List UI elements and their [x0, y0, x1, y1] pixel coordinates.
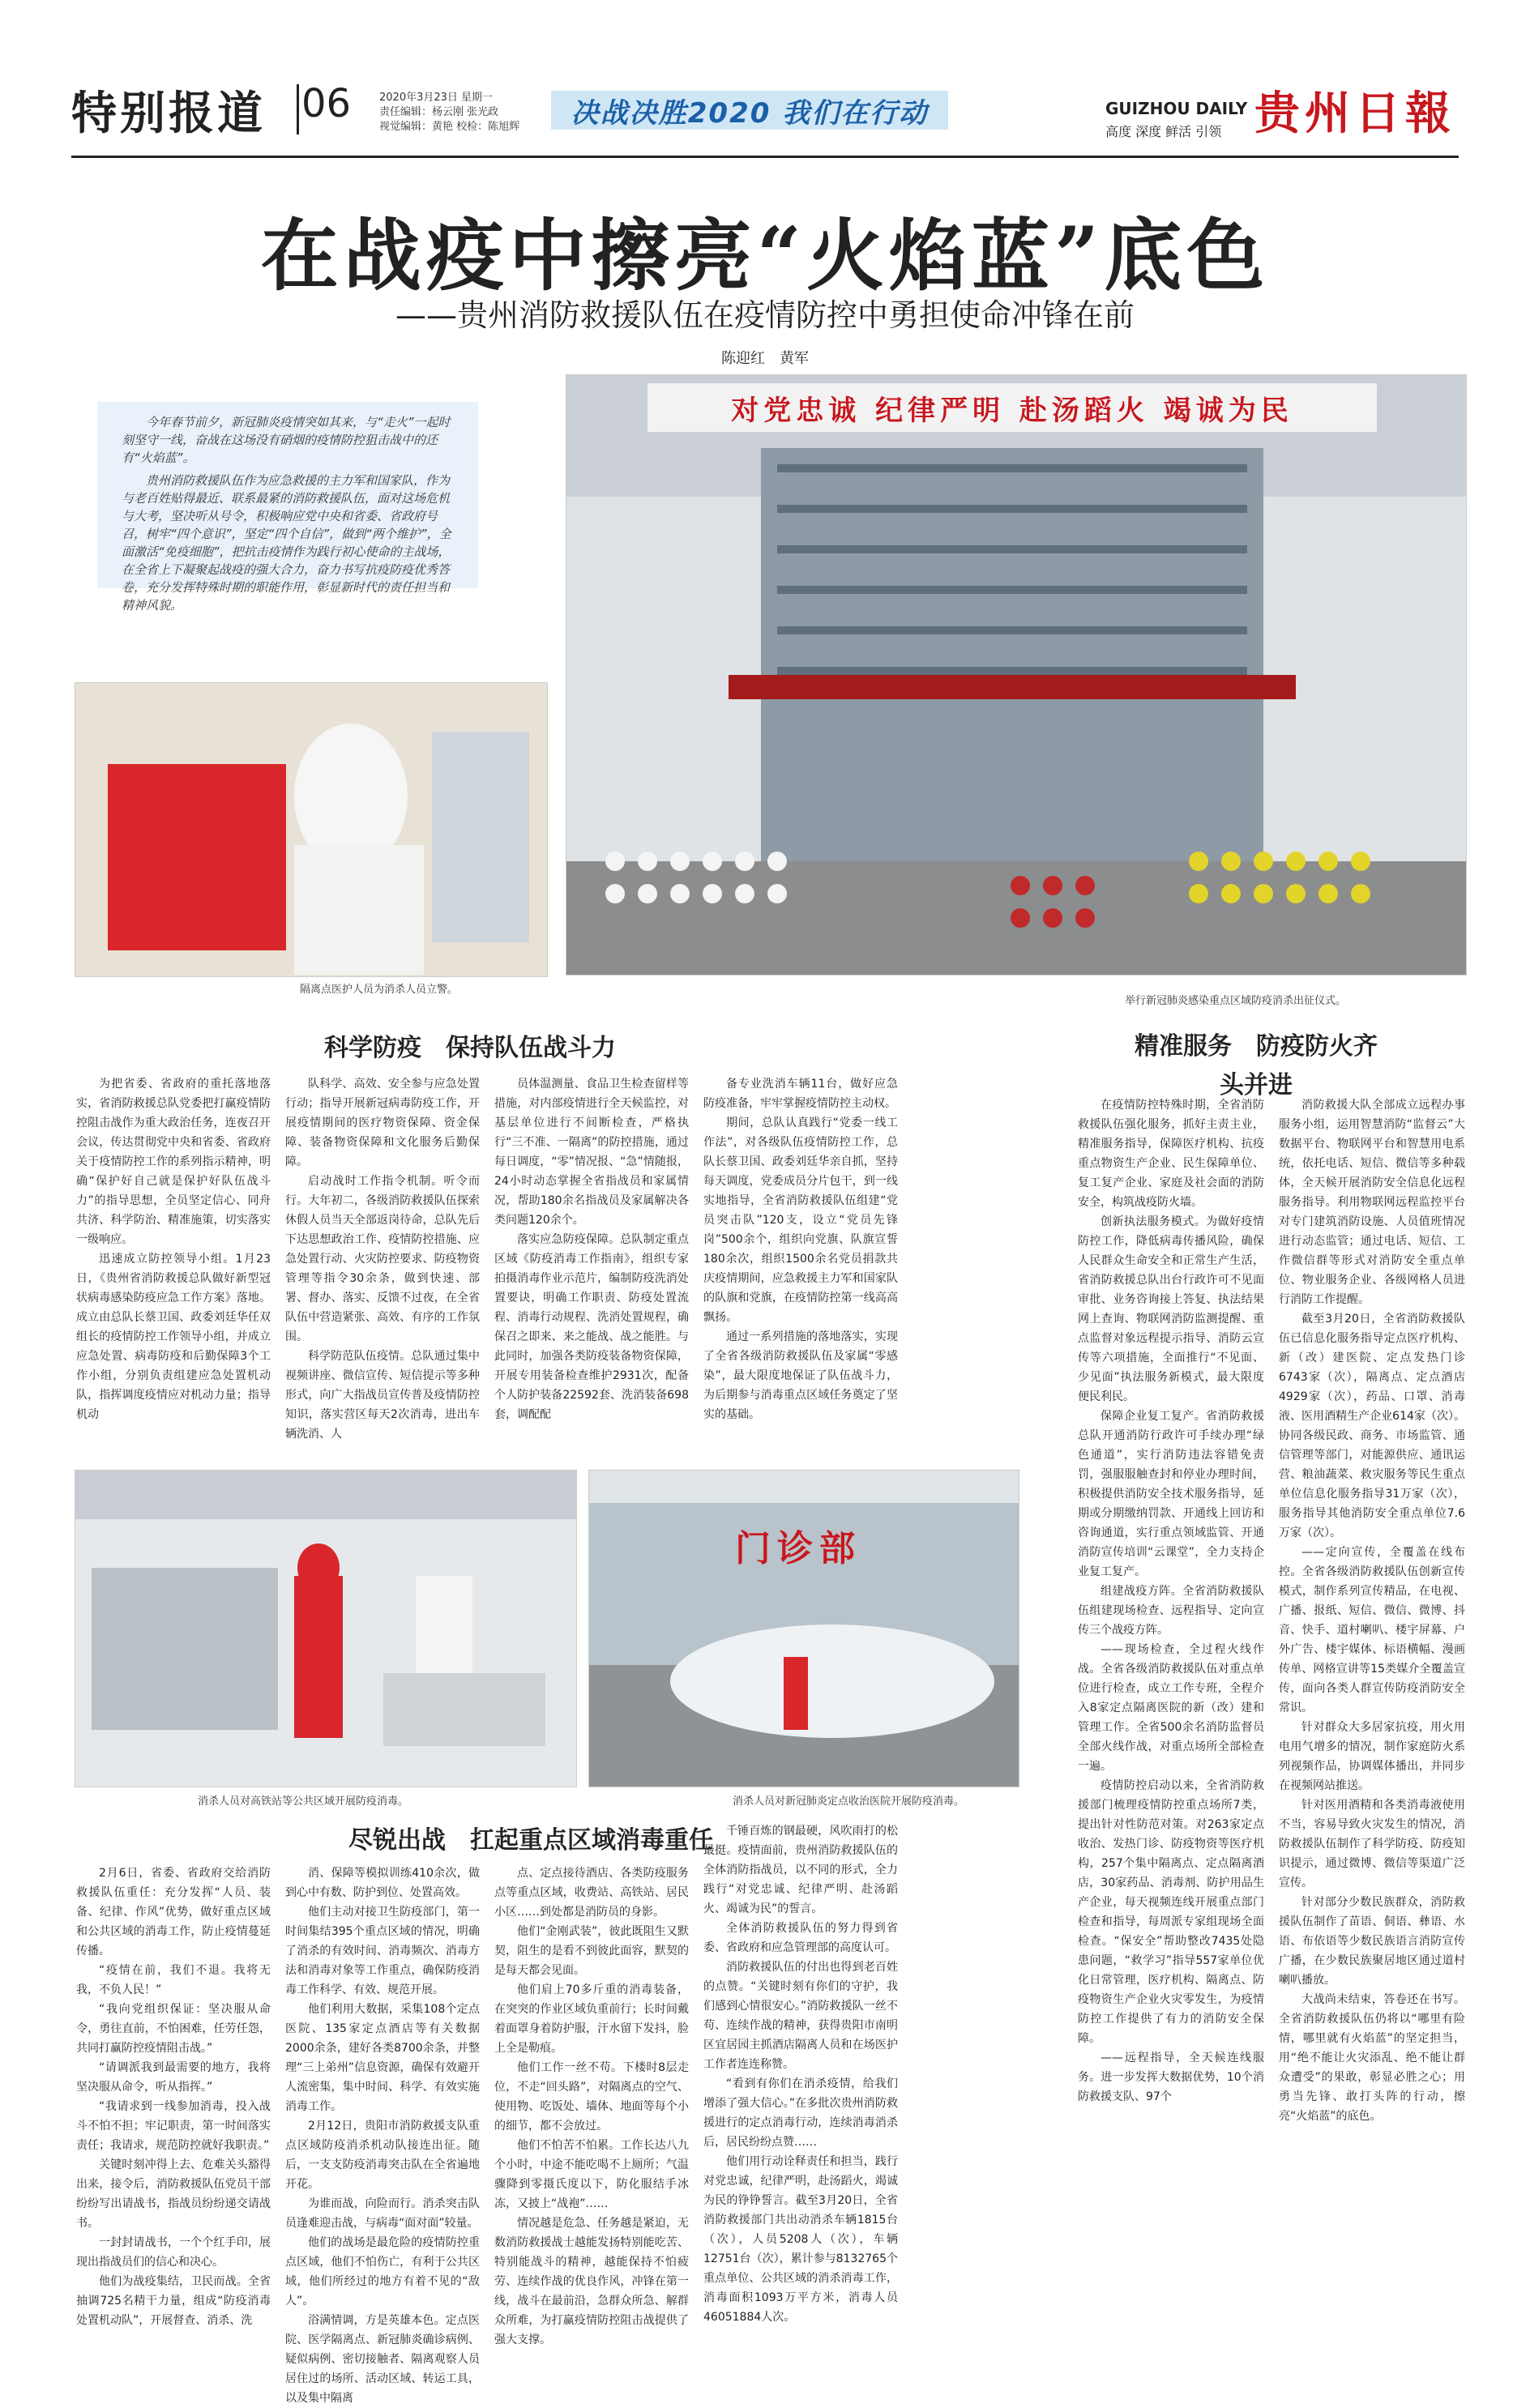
lead-box	[97, 402, 478, 613]
heading-science: 科学防疫 保持队伍战斗力	[324, 1034, 616, 1062]
caption-medic: 隔离点医护人员为消杀人员立警。	[300, 984, 459, 996]
campaign-banner: 决战决胜2020 我们在行动	[551, 91, 948, 130]
paragraph: 大战尚未结束，答卷还在书写。全省消防救援队伍仍将以“哪里有险情，哪里就有火焰蓝”的坚定担当，用“绝不能让火灾添乱、绝不能让群众遭受”的果敢，彰显必胜之心；用勇当先锋、敢打头阵的行动，擦亮“火焰蓝”的底色。	[1279, 1993, 1465, 2123]
paper-english-name: GUIZHOU DAILY	[1105, 99, 1248, 118]
paragraph: 消、保障等模拟训练410余次，做到心中有数、防护到位、处置高效。	[285, 1867, 480, 1899]
paragraph: 情况越是危急、任务越是紧迫，无数消防救援战士越能发扬特别能吃苦、特别能战斗的精神，越能保持不怕疲劳、连续作战的优良作风，冲锋在第一线，战斗在最前沿，急群众所急、解群众所难，为打赢疫情防控阻击战提供了强大支撑。	[494, 2217, 689, 2346]
paragraph: 他们主动对接卫生防疫部门，第一时间集结395个重点区域的情况，明确了消杀的有效时间、消毒频次、消毒方法和消毒对象等工作重点，确保防疫消毒工作科学、有效、规范开展。	[285, 1906, 480, 1996]
paragraph: 他们的战场是最危险的疫情防控重点区域，他们不怕伤亡，有利于公共区域，他们所经过的地方有着不见的“敌人”。	[285, 2236, 480, 2308]
body-column	[494, 1864, 689, 2346]
body-column	[76, 1074, 271, 1449]
paragraph: 全体消防救援队伍的努力得到省委、省政府和应急管理部的高度认可。	[703, 1922, 898, 1954]
editor-credit: 责任编辑：杨云刚 张光政	[379, 106, 499, 118]
paragraph: 期间，总队认真践行“党委一线工作法”，对各级队伍疫情防控工作，总队长蔡卫国、政委刘廷华亲自抓，坚持每天调度，党委成员分片包干，到一线实地指导，全省消防救援队伍组建“党员突击队”120支，设立“党员先锋岗”500余个，组织向党旗、队旗宣誓180余次，组织1500余名党员捐款共庆疫情期间，应急救援主力军和国家队的队旗和党旗，在疫情防控第一线高高飘扬。	[703, 1116, 898, 1324]
page-number: 06	[301, 81, 352, 126]
paragraph: 他们肩上70多斤重的消毒装备，在突突的作业区域负重前行；长时间戴着面罩身着防护服，汗水留下发抖，脸上全是勒痕。	[494, 1983, 689, 2055]
paragraph: ——定向宣传，全覆盖在线布控。全省各级消防救援队伍创新宣传模式，制作系列宣传精品，在电视、广播、报纸、短信、微信、微博、抖音、快手、道村喇叭、楼宇屏幕、户外广告、楼宇媒体、标语横幅、漫画传单、网格宣讲等15类媒介全覆盖宣传，面向各类人群宣传防疫消防安全常识。	[1279, 1546, 1465, 1714]
paragraph: 为谁而战，向险而行。消杀突击队员逢难迎击战，与病毒“面对面”较量。	[285, 2197, 480, 2230]
paragraph: 他们利用大数据，采集108个定点医院、135家定点酒店等有关数据2000余条，建好各类8700余条，并整理“三上弟州”信息资源，确保有效避开人流密集，集中时间、科学、有效实施消毒工作。	[285, 2003, 480, 2113]
paragraph: 针对部分少数民族群众，消防救援队伍制作了苗语、侗语、彝语、水语、布依语等少数民族语言消防宣传广播，在少数民族聚居地区通过道村喇叭播放。	[1279, 1896, 1465, 1987]
paragraph: 截至3月20日，全省消防救援队伍已信息化服务指导定点医疗机构、新（改）建医院、定点发热门诊6743家（次），隔离点、定点酒店4929家（次），药品、口罩、消毒液、医用酒精生产企业614家（次）。协同各级民政、商务、市场监管、通信管理等部门，对能源供应、通讯运营、粮油蔬菜、救灾服务等民生重点单位信息化服务指导31万家（次），服务指导其他消防安全重点单位7.6万家（次）。	[1279, 1313, 1465, 1539]
paragraph: 迅速成立防控领导小组。1月23日，《贵州省消防救援总队做好新型冠状病毒感染防疫应急工作方案》落地。成立由总队长蔡卫国、政委刘廷华任双组长的疫情防控工作领导小组，并成立应急处置、病毒防疫和后勤保障3个工作小组，分别负责组建应急处置机动队，指挥调度疫情应对机动力量；指导机动	[76, 1253, 271, 1421]
article-title: 在战疫中擦亮“火焰蓝”底色	[260, 210, 1270, 301]
paragraph: 他们为战疫集结，卫民而战。全省抽调725名精干力量，组成“防疫消毒处置机动队”，开展督查、消杀、洗	[76, 2275, 271, 2327]
body-column	[285, 1074, 480, 1449]
paragraph: 保障企业复工复产。省消防救援总队开通消防行政许可手续办理“绿色通道”，实行消防违法容错免责罚，强服服触查封和停业办理时间，积极提供消防安全技术服务指导，延期或分期缴纳罚款、开通线上回访和咨询通道，实行重点领域监管、开通消防宣传培训“云课堂”，全力支持企业复工复产。	[1078, 1410, 1264, 1578]
paragraph: 科学防范队伍疫情。总队通过集中视频讲座、微信宣传、短信提示等多种形式，向广大指战员宣传普及疫情防控知识，落实营区每天2次消毒，进出车辆洗消、人	[285, 1350, 480, 1441]
paragraph: 一封封请战书，一个个红手印，展现出指战员们的信心和决心。	[76, 2236, 271, 2269]
issue-date: 2020年3月23日 星期一	[379, 92, 494, 104]
paragraph: 针对群众大多居家抗疫，用火用电用气增多的情况，制作家庭防火系列视频作品，协调媒体播出，并同步在视频网站推送。	[1279, 1721, 1465, 1792]
paragraph: “请调派我到最需要的地方，我将坚决服从命令，听从指挥。”	[76, 2061, 271, 2094]
newspaper-logo: 贵州日報	[1254, 87, 1455, 140]
paragraph: 在疫情防控特殊时期，全省消防救援队伍强化服务，抓好主责主业，精准服务指导，保障医疗机构、抗疫重点物资生产企业、民生保障单位、复工复产企业、家庭及社会面的消防安全，构筑战疫防火墙。	[1078, 1099, 1264, 1209]
station-photo	[75, 1470, 577, 1787]
byline: 陈迎红 黄军	[721, 350, 809, 367]
paragraph: “我请求到一线参加消毒，投入战斗不怕不担；牢记职责，第一时间落实责任；我请求，规范防控就好我职责。”	[76, 2100, 271, 2152]
paragraph: 2月12日，贵阳市消防救援支队重点区域防疫消杀机动队接连出征。随后，一支支防疫消毒突击队在全省遍地开花。	[285, 2120, 480, 2191]
paragraph: 组建战疫方阵。全省消防救援队伍组建现场检查、远程指导、定向宣传三个战疫方阵。	[1078, 1585, 1264, 1637]
clinic-sign: 门诊部	[735, 1528, 861, 1569]
paragraph: 员体温测量、食品卫生检查留样等措施，对内部疫情进行全天候监控，对基层单位进行不间断检查，严格执行“三不准、一隔离”的防控措施，通过每日调度，“零”情况报、“急”情随报，24小时动态掌握全省指战员和家属情况，帮助180余名指战员及家属解决各类问题120余个。	[494, 1078, 689, 1227]
ceremony-banner-text: 对党忠诚 纪律严明 赴汤蹈火 竭诚为民	[731, 394, 1293, 427]
paragraph: 浴满情调，方是英雄本色。定点医院、医学隔离点、新冠肺炎确诊病例、疑似病例、密切接触者、隔离观察人员居住过的场所、活动区域、转运工具，以及集中隔离	[285, 2314, 480, 2405]
paragraph: 他们不怕苦不怕累。工作长达八九个小时，中途不能吃喝不上厕所；气温骤降到零摄氏度以下，防化服结手冰冻，又披上“战袍”……	[494, 2139, 689, 2210]
paragraph: “疫情在前，我们不退。我将无我，不负人民！”	[76, 1964, 271, 1996]
station-photo-graphic	[75, 1471, 576, 1787]
paragraph: 创新执法服务模式。为做好疫情防控工作，降低病毒传播风险，确保人民群众生命安全和正常生产生活，省消防救援总队出台行政许可不见面审批、业务咨询接上答复、执法结果网上查询、物联网消防监测提醒、重点监督对象远程提示指导、消防云宣传等六项措施，全面推行“不见面、少见面”执法服务新模式，最大限度便民利民。	[1078, 1215, 1264, 1403]
paragraph: ——现场检查，全过程火线作战。全省各级消防救援队伍对重点单位进行检查，成立工作专班，全程介入8家定点隔离医院的新（改）建和管理工作。全省500余名消防监督员全部火线作战，对重点场所全部检查一遍。	[1078, 1643, 1264, 1773]
header-rule	[71, 156, 1459, 158]
ceremony-photo	[566, 374, 1467, 976]
paragraph: 备专业洗消车辆11台，做好应急防疫准备，牢牢掌握疫情防控主动权。	[703, 1078, 898, 1110]
paragraph: 千锤百炼的钢最硬，风吹雨打的松最挺。疫情面前，贵州消防救援队伍的全体消防指战员，以不同的形式，全力践行“对党忠诚、纪律严明、赴汤蹈火、竭诚为民”的誓言。	[703, 1825, 898, 1915]
heading-service-text: 精准服务 防疫防火齐头并进	[1135, 1032, 1378, 1099]
caption-hospital: 消杀人员对新冠肺炎定点收治医院开展防疫消毒。	[733, 1795, 965, 1808]
medic-photo	[75, 682, 548, 977]
section-title: 特别报道	[71, 88, 266, 140]
paragraph: “我向党组织保证：坚决服从命令，勇往直前，不怕困难，任劳任怨，共同打赢防控疫情阻击战。”	[76, 2003, 271, 2055]
hospital-photo-graphic	[589, 1471, 1019, 1787]
body-column	[1279, 1095, 1465, 2129]
body-column	[494, 1074, 689, 1449]
paragraph: 2月6日，省委、省政府交给消防救援队伍重任：充分发挥“人员、装备、纪律、作风”优势，做好重点区域和公共区域的消毒工作，防止疫情蔓延传播。	[76, 1867, 271, 1958]
designer-credit: 视觉编辑：黄艳 校检：陈旭辉	[379, 121, 520, 133]
paragraph: 落实应急防疫保障。总队制定重点区域《防疫消毒工作指南》，组织专家拍摄消毒作业示范片，编制防疫洗消处置要诀，明确工作职责、防疫处置流程、消毒行动规程、洗消处置规程，确保召之即来、来之能战、战之能胜。与此同时，加强各类防疫装备物资保障，开展专用装备检查维护2931次，配备个人防护装备22592套、洗消装备698套，调配配	[494, 1233, 689, 1421]
caption-station: 消杀人员对高铁站等公共区域开展防疫消毒。	[198, 1795, 409, 1808]
body-column	[76, 1864, 271, 2327]
body-column	[1078, 1095, 1264, 2129]
paragraph: 队科学、高效、安全参与应急处置行动；指导开展新冠病毒防疫工作，开展疫情期间的医疗物资保障、资金保障、装备物资保障和文化服务后勤保障。	[285, 1078, 480, 1168]
paragraph: “看到有你们在消杀疫情，给我们增添了强大信心。”在多批次贵州消防救援进行的定点消毒行动，连续消毒消杀后，居民纷纷点赞……	[703, 2077, 898, 2149]
medic-photo-graphic	[75, 683, 547, 976]
ceremony-photo-graphic	[566, 375, 1466, 975]
body-column	[703, 1074, 898, 1449]
paragraph: 他们用行动诠释责任和担当，践行对党忠诚，纪律严明，赴汤蹈火，竭诚为民的铮铮誓言。截至3月20日，全省消防救援部门共出动消杀车辆1815台（次），人员5208人（次），车辆12751台（次），累计参与8132765个重点单位、公共区域的消杀消毒工作，消毒面积1093万平方米，消毒人员46051884人次。	[703, 2155, 898, 2324]
article-subtitle: ——贵州消防救援队伍在疫情防控中勇担使命冲锋在前	[395, 297, 1135, 333]
paragraph: 通过一系列措施的落地落实，实现了全省各级消防救援队伍及家属“零感染”，最大限度地保证了队伍战斗力，为后期参与消毒重点区域任务奠定了坚实的基础。	[703, 1330, 898, 1421]
heading-disinfection: 尽锐出战 扛起重点区域消毒重任	[348, 1826, 713, 1855]
paragraph: 启动战时工作指令机制。听令而行。大年初二，各级消防救援队伍探索休假人员当天全部返岗待命，总队先后下达思想政治工作、疫情防控措施、应急处置行动、火灾防控要求、防疫物资管理等指令30余条，做到快速、部署、督办、落实、反馈不过夜，在全省队伍中营造紧张、高效、有序的工作氛围。	[285, 1175, 480, 1343]
lead-paragraph: 今年春节前夕，新冠肺炎疫情突如其来，与“走火”一起时刻坚守一线，奋战在这场没有硝烟的疫情防控狙击战中的还有“火焰蓝”。	[122, 415, 451, 465]
caption-ceremony: 举行新冠肺炎感染重点区域防疫消杀出征仪式。	[1125, 995, 1347, 1007]
hospital-photo	[588, 1470, 1019, 1787]
paragraph: 他们“金刚武装”，彼此既阻生又默契，阻生的是看不到彼此面容，默契的是每天都会见面。	[494, 1925, 689, 1977]
paragraph: 消防救援队伍的付出也得到老百姓的点赞。“关键时刻有你们的守护，我们感到心情很安心。”消防救援队一丝不苟、连续作战的精神，获得贵阳市南明区宜居园主抓酒店隔离人员和在场医护工作者连连称赞。	[703, 1961, 898, 2071]
paragraph: 点、定点接待酒店、各类防疫服务点等重点区域，收费站、高铁站、居民小区……到处都是消防员的身影。	[494, 1867, 689, 1919]
paragraph: 他们工作一丝不苟。下楼时8层走位，不走“回头路”，对隔离点的空气、使用物、吃饭处、墙体、地面等每个小的细节，都不会放过。	[494, 2061, 689, 2133]
paper-slogan: 高度 深度 鲜活 引领	[1105, 124, 1222, 139]
paragraph: 针对医用酒精和各类消毒液使用不当，容易导致火灾发生的情况，消防救援队伍制作了科学防疫、防疫知识提示，通过微博、微信等渠道广泛宣传。	[1279, 1799, 1465, 1889]
body-column	[703, 1821, 898, 2324]
lead-paragraph: 贵州消防救援队伍作为应急救援的主力军和国家队，作为与老百姓贴得最近、联系最紧的消防救援队伍，面对这场危机与大考，坚决听从号令，积极响应党中央和省委、省政府号召，树牢“四个意识”，坚定“四个自信”，做到“两个维护”，全面激活“免疫细胞”，把抗击疫情作为践行初心使命的主战场，在全省上下凝聚起战疫的强大合力，奋力书写抗疫防疫优秀答卷，充分发挥特殊时期的职能作用，彰显新时代的责任担当和精神风貌。	[122, 473, 451, 613]
paragraph: ——远程指导，全天候连线服务。进一步发挥大数据优势，10个消防救援支队、97个	[1078, 2051, 1264, 2103]
header-divider	[297, 84, 299, 134]
paragraph: 关键时刻冲得上去、危难关头豁得出来，接令后，消防救援队伍党员干部纷纷写出请战书，指战员纷纷递交请战书。	[76, 2158, 271, 2230]
paragraph: 消防救援大队全部成立远程办事服务小组，运用智慧消防“监督云”大数据平台、物联网平台和智慧用电系统，依托电话、短信、微信等多种载体，全天候开展消防安全信息化远程服务指导。利用物联网远程监控平台对专门建筑消防设施、人员值班情况进行动态监管；通过电话、短信、工作微信群等形式对消防安全重点单位、物业服务企业、各级网格人员进行消防工作提醒。	[1279, 1099, 1465, 1306]
heading-service	[1135, 1027, 1378, 1105]
paragraph: 疫情防控启动以来，全省消防救援部门梳理疫情防控重点场所7类，提出针对性防范对策。对263家定点收治、发热门诊、防疫物资等医疗机构，257个集中隔离点、定点隔离酒店，30家药品、消毒剂、防护用品生产企业，每天视频连线开展重点部门检查和指导，每周派专家组现场全面检查。“保安全”帮助整改7435处隐患问题，“救学习”指导557家单位优化日常管理，医疗机构、隔离点、防疫物资生产企业火灾零发生，为疫情防控工作提供了有力的消防安全保障。	[1078, 1779, 1264, 2045]
body-column	[285, 1864, 480, 2405]
paragraph: 为把省委、省政府的重托落地落实，省消防救援总队党委把打赢疫情防控阻击战作为重大政治任务，连夜召开会议，传达贯彻党中央和省委、省政府关于疫情防控工作的系列指示精神，明确“保护好自己就是保护好队伍战斗力”的指导思想，全员坚定信心、同舟共济、科学防治、精准施策，切实落实一级响应。	[76, 1078, 271, 1246]
